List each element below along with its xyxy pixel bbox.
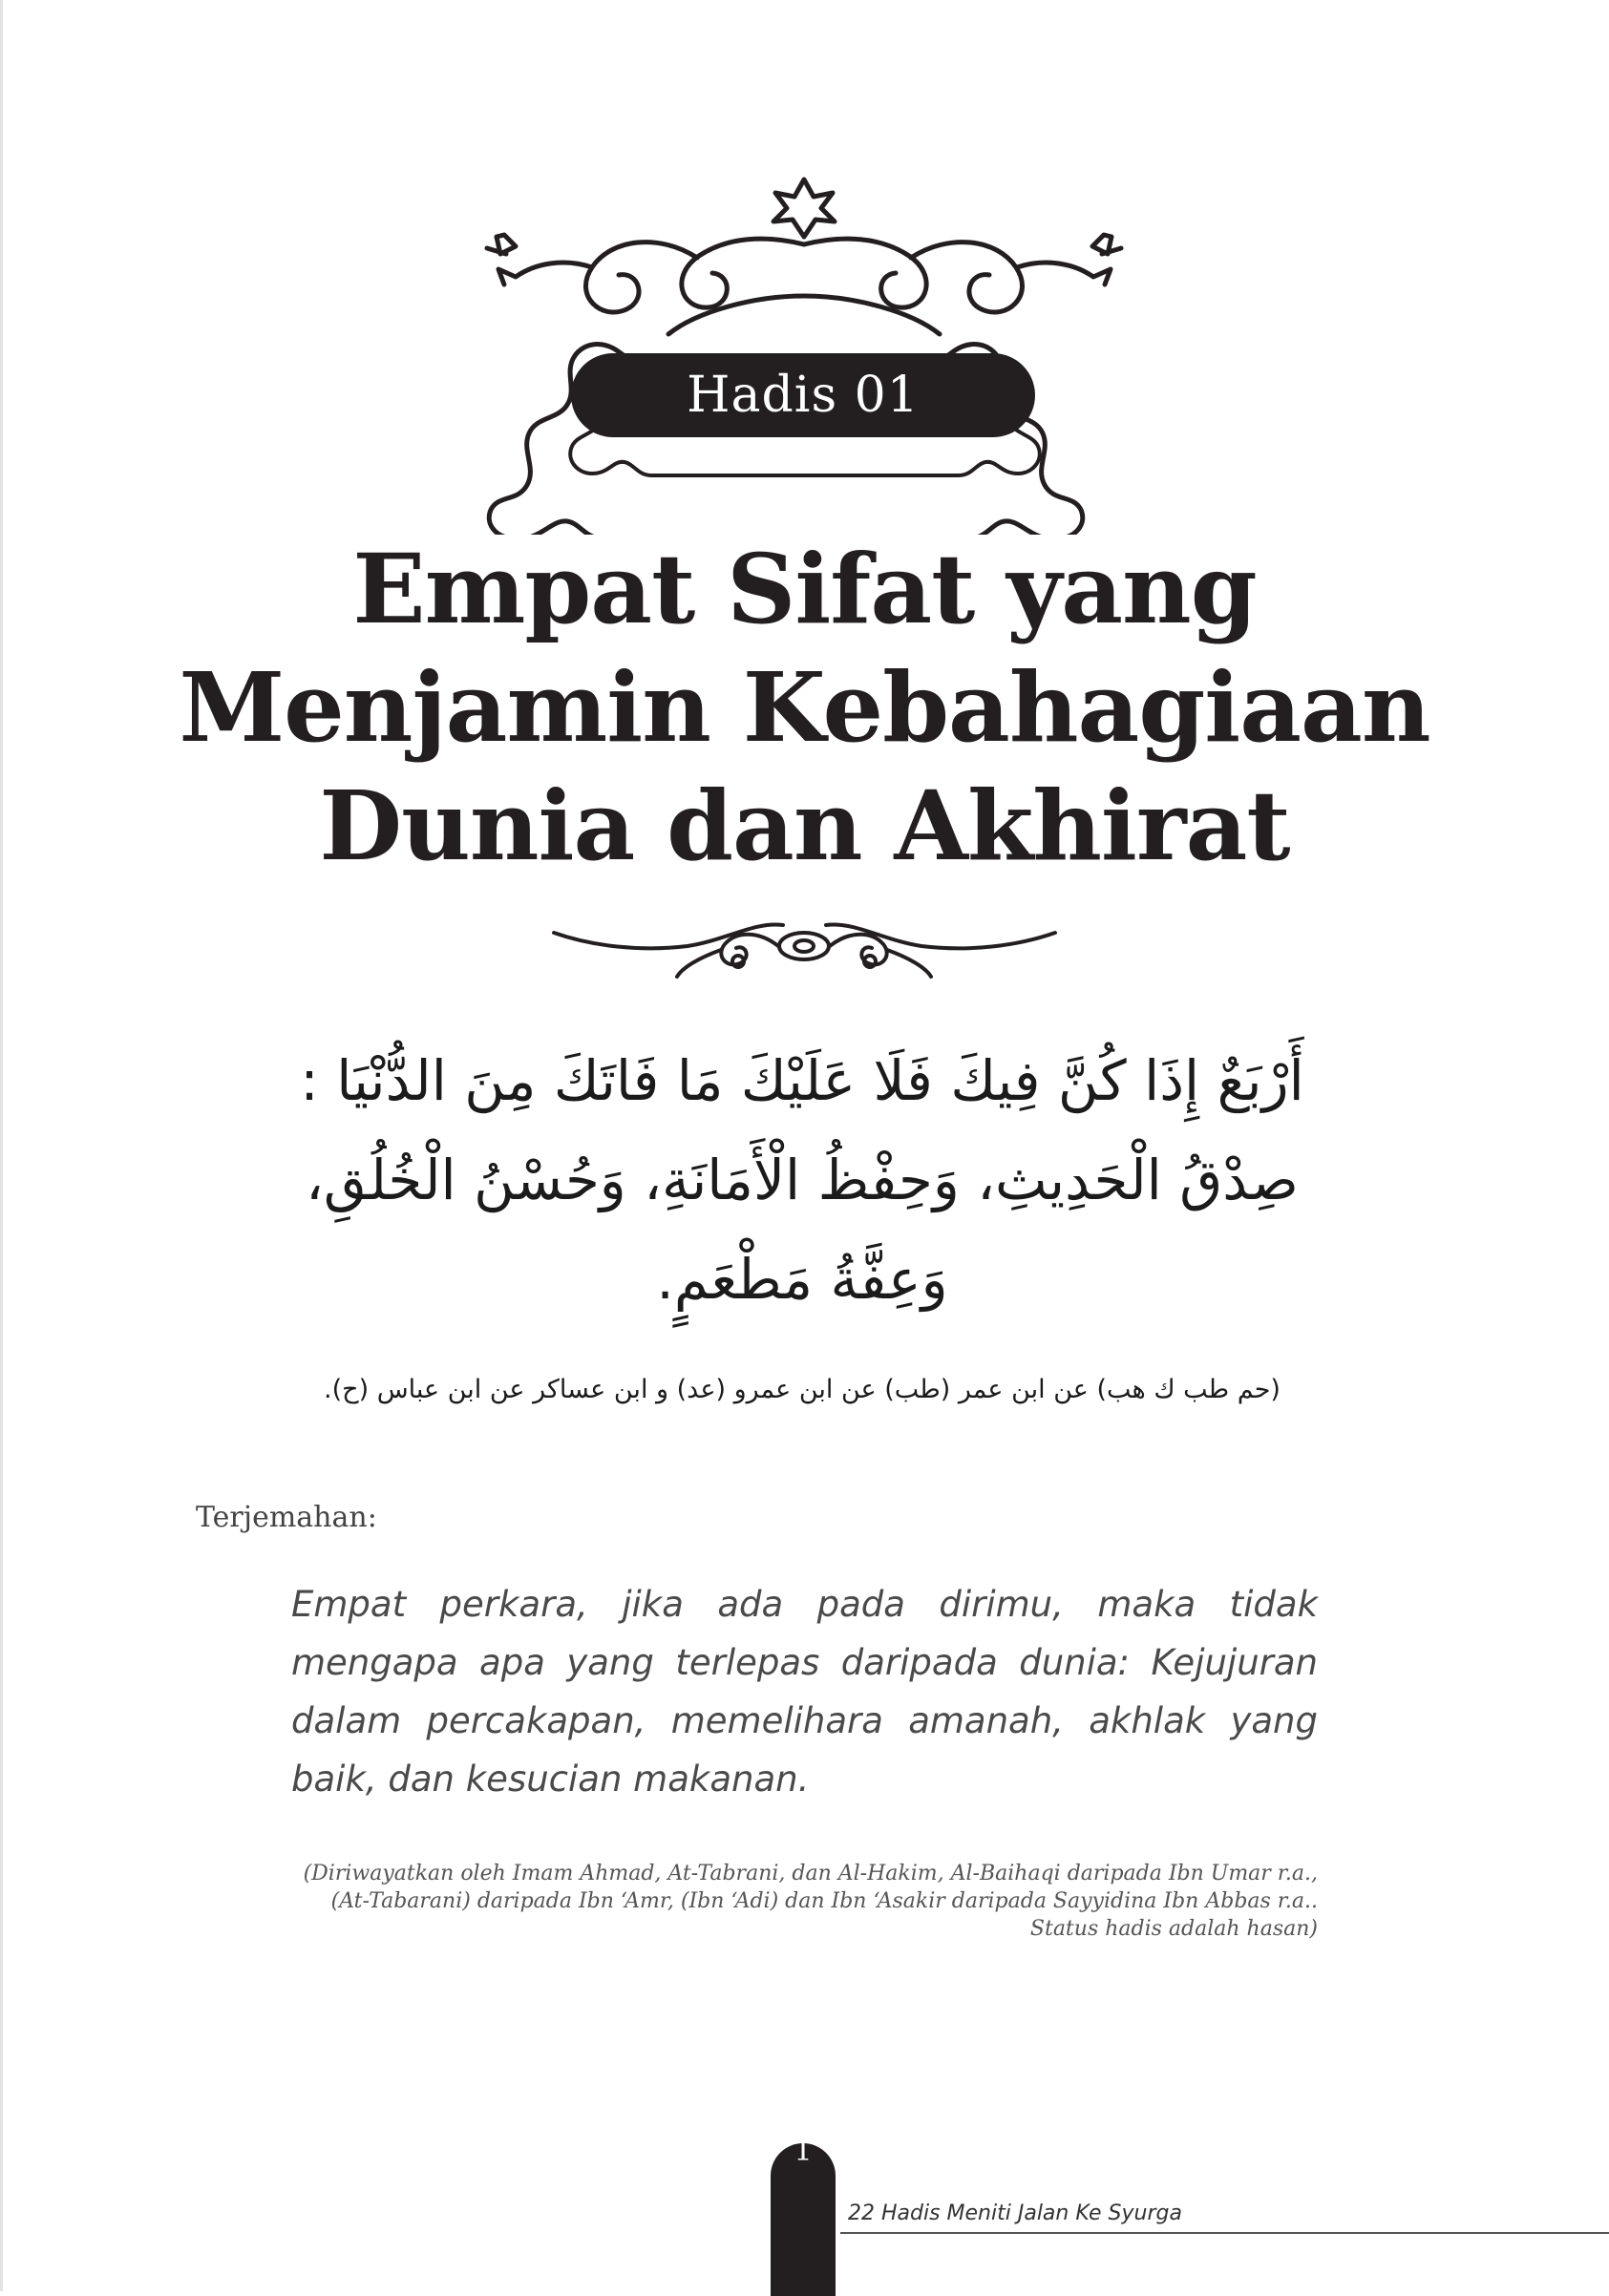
hadith-arabic-text [267, 1031, 1337, 1329]
hadith-number-badge [571, 353, 1035, 437]
page-number: 1 [794, 2135, 813, 2168]
translation-text: Empat perkara, jika ada pada dirimu, maka tidak mengapa apa yang terlepas daripada dunia: Kejujuran dalam percakapan, memelihara amanah, akhlak yang baik, dan kesucian makanan. [291, 1584, 1318, 1800]
title-line-3: Dunia dan Akhirat [319, 769, 1290, 882]
hadith-number-label: Hadis 01 [687, 367, 920, 424]
book-title-footer: 22 Hadis Meniti Jalan Ke Syurga [848, 2201, 1182, 2225]
title-line-2: Menjamin Kebahagiaan [179, 651, 1430, 764]
arabic-source-reference: (حم طب ك هب) عن ابن عمر (طب) عن ابن عمرو (عد) و ابن عساكر عن ابن عباس (ح). [324, 1375, 1281, 1404]
arabic-line-2: صِدْقُ الْحَدِيثِ، وَحِفْظُ الْأَمَانَةِ، وَحُسْنُ الْخُلُقِ، [306, 1148, 1299, 1212]
arabic-line-1: أَرْبَعٌ إِذَا كُنَّ فِيكَ فَلَا عَلَيْكَ مَا فَاتَكَ مِنَ الدُّنْيَا : [300, 1048, 1304, 1113]
arabic-line-3: وَعِفَّةُ مَطْعَمٍ. [656, 1247, 948, 1312]
footer-rule [840, 2232, 1609, 2234]
page-edge-line [0, 0, 3, 2291]
page-title [153, 530, 1456, 885]
ornamental-frame [458, 153, 1151, 535]
ornamental-divider [549, 912, 1060, 979]
title-line-1: Empat Sifat yang [352, 533, 1257, 645]
narration-reference: (Diriwayatkan oleh Imam Ahmad, At-Tabrani, dan Al-Hakim, Al-Baihaqi daripada Ibn Umar r.a., (At-Tabarani) daripada Ibn ‘Amr, (Ibn ‘Adi) dan Ibn ‘Asakir daripada Sayyidina Ibn Abbas r.a.. Status hadis adalah hasan) [303, 1862, 1318, 1941]
translation-label: Terjemahan: [196, 1501, 377, 1534]
